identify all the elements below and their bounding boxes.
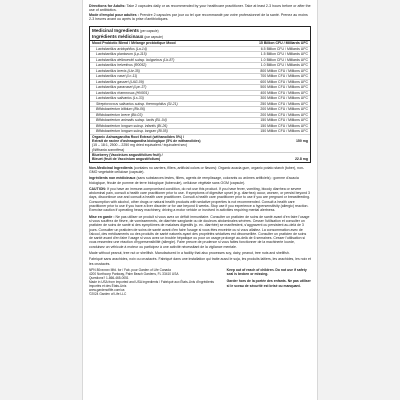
caution-en — [89, 187, 311, 213]
strain-value: 150 Million CFU / Millions UFC — [260, 129, 308, 134]
directions-fr — [89, 13, 311, 22]
allergen-en: Made without peanut, tree nut or shellfish. Manufactured in a facility that also processes soy, dairy, peanut, tree nuts and shellfish. — [89, 251, 290, 255]
strain-value: 1.0 Billion CFU / Milliards UFC — [260, 63, 308, 68]
ashwagandha-ratio: (15 – 18:1, 2500 – 2250 mg dried equivalent / équivalent sec) — [92, 143, 188, 148]
non-medicinal-en — [89, 166, 311, 175]
strain-name: Bifidobacterium animalis subsp. lactis (BL-04) — [96, 118, 167, 123]
directions-fr-text: Prendre 2 capsules par jour ou tel que recommandé par votre professionnel de la santé. Prenez au moins 2-3 heures avant ou après la prise d'antibiotiques. — [89, 13, 308, 22]
strain-value: 300 Million CFU / Millions UFC — [260, 96, 308, 101]
strain-value: 150 Million CFU / Millions UFC — [260, 118, 308, 123]
caution-en-text: If you have an immune-compromised condition, do not use this product. If you have fever, vomiting, bloody diarrhea or severe abdominal pain, consult a health care practitioner prior to use. If symptoms of digestive upset (e.g. diarrhea) occur, worsen, or persist beyond 3 days, discontinue use and consult a health care practitioner. Consult a health care practitioner prior to use if you are pregnant or breastfeeding. Consumption with alcohol, other drugs or natural health products with sedative properties is not recommended. Consult a health care practitioner prior to use if you have a liver disorder or for use beyond 6 weeks. Stop use if you experience a hypersensitivity (allergic) reaction. Exercise caution if operating heavy machinery, driving a motor vehicle or involved in activities requiring mental alertness. — [89, 186, 311, 213]
ashwagandha-value: 150 mg — [295, 139, 308, 144]
strain-value: 150 Million CFU / Millions UFC — [260, 123, 308, 128]
strain-name: Bifidobacterium longum subsp. infantis (Bi-26) — [96, 123, 168, 128]
blueberry-block — [90, 153, 310, 162]
company-line-5: www.gardenoflife.com/ca — [89, 287, 125, 292]
medicinal-header — [90, 27, 310, 42]
ashwagandha-name-fr: Extrait de racine d'ashwagandha biologique (5% de withanolides) — [92, 139, 201, 144]
storage-info — [227, 268, 311, 296]
strain-name: Lactobacillus salivarius (Ls-33) — [96, 96, 144, 101]
company-info — [89, 268, 218, 296]
blend-value: 15 Billion CFU / Milliards UFC — [258, 41, 308, 46]
medicinal-ingredients-table — [89, 26, 311, 163]
company-line-3: Questions? 1-866-465-0051 — [89, 275, 129, 280]
caution-fr-label: Mise en garde : — [89, 214, 115, 219]
strain-name: Bifidobacterium bifidum (Bb-06) — [96, 107, 146, 112]
directions-section — [89, 4, 311, 22]
blueberry-name-fr: Bleuet (fruit de Vaccinium angustifolium) — [92, 157, 161, 162]
allergen-fr: Fabriqué sans arachides, noix ou crustacés. Fabriqué dans une installation qui traite aussi le soja, les produits laitiers, les arachides, les noix et les crustacés. — [89, 257, 311, 266]
storage-fr: Garder hors de la portée des enfants. Ne pas utiliser si le sceau de sécurité est brisé ou manquant. — [226, 279, 311, 288]
strain-value: 6.5 Billion CFU / Milliards UFC — [260, 46, 308, 51]
strain-name: Lactobacillus delbrueckii subsp. bulgaricus (Lb-87) — [96, 57, 175, 62]
label-panel — [82, 0, 318, 400]
medicinal-title-en: Medicinal Ingredients — [92, 27, 139, 33]
strain-value: 700 Million CFU / Millions UFC — [260, 74, 308, 79]
non-medicinal-fr-label: Ingrédients non médicinaux — [89, 176, 136, 181]
strain-name: Streptococcus salivarius subsp. thermophilus (St-21) — [96, 101, 178, 106]
ashwagandha-name-en: Organic Ashwagandha Root Extract (withanolides 5%) / — [92, 134, 185, 139]
strain-name: Lactobacillus gasseri (LAG-09) — [96, 79, 144, 84]
strain-value: 250 Million CFU / Millions UFC — [260, 101, 308, 106]
medicinal-title-fr-sub: (par capsule) — [144, 34, 163, 39]
strain-name: Lactobacillus brevis (Lbr-35) — [96, 68, 140, 73]
medicinal-title-fr: Ingrédients médicinaux — [92, 33, 144, 39]
company-line-4: Made in USA from Imported and USA ingredients / Fabriqué aux États-Unis d'ingrédients importés et des États-Unis — [89, 279, 214, 288]
strain-name: Lactobacillus plantarum (Lp-115) — [96, 52, 147, 57]
blueberry-value: 22.8 mg — [294, 157, 308, 162]
caution-en-label: CAUTION: — [89, 186, 107, 191]
ashwagandha-latin: (Withania somnifera) — [92, 147, 125, 152]
strain-value: 1.0 Billion CFU / Milliards UFC — [260, 57, 308, 62]
blueberry-name-en: Blueberry (Vaccinium angustifolium fruit) / — [92, 153, 163, 158]
strain-value: 400 Million CFU / Millions UFC — [260, 90, 308, 95]
non-medicinal-fr-text: (sans substances lestes, fillers, agents de remplissage, colorants ou arômes artificiels) : gomme d'acacia biologique, fécule de pomme de terre biologique (tubercule), cellulose végétale sans OGM (capsule). — [89, 176, 299, 185]
footer — [89, 268, 311, 296]
strain-list — [90, 47, 310, 135]
strain-name: Lactobacillus rhamnosus (HN001) — [96, 90, 149, 95]
strain-value: 500 Million CFU / Millions UFC — [260, 85, 308, 90]
strain-name: Bifidobacterium longum subsp. longum (Bl-05) — [96, 129, 168, 134]
strain-name: Bifidobacterium breve (Bb-03) — [96, 112, 143, 117]
non-medicinal-en-label: Non-Medicinal Ingredients — [89, 165, 133, 170]
strain-name: Lactobacillus helveticus (R0052) — [96, 63, 147, 68]
non-medicinal-en-text: (contains no carriers, fillers, artificial colors or flavors): Organic acacia gum, organic potato starch (tuber), non-GMO vegetable cellulose (capsule). — [89, 165, 305, 174]
company-line-2: 4200 Northcorp Parkway, Palm Beach Gardens, FL 33410 USA — [89, 271, 179, 276]
strain-value: 200 Million CFU / Millions UFC — [260, 112, 308, 117]
blend-name: Mood Probiotic Blend / Mélange probiotique Mood — [92, 41, 176, 46]
company-line-1: NPN 80xxxxxx Mfd. for / Fab. pour Garden of Life Canada — [89, 267, 171, 272]
directions-en — [89, 4, 311, 13]
strain-value: 200 Million CFU / Millions UFC — [260, 107, 308, 112]
caution-fr — [89, 215, 311, 249]
strain-name: Lactobacillus acidophilus (La-14) — [96, 46, 147, 51]
directions-en-text: Take 2 capsules daily or as recommended by your healthcare practitioner. Take at least 2-3 hours before or after the use of antibiotics. — [89, 4, 311, 13]
ashwagandha-block — [90, 135, 310, 153]
strain-name: Lactobacillus paracasei (Lpc-37) — [96, 85, 147, 90]
strain-name: Lactobacillus casei (Lc-11) — [96, 74, 138, 79]
directions-fr-label: Mode d'emploi pour adultes : — [89, 13, 139, 18]
strain-value: 600 Million CFU / Millions UFC — [260, 79, 308, 84]
non-medicinal-fr — [89, 176, 311, 185]
storage-en: Keep out of reach of children. Do not use if safety seal is broken or missing. — [226, 267, 307, 277]
caution-fr-text: Ne pas utiliser ce produit si vous avez un déficit immunitaire. Consulter un praticien de soins de santé avant d'en faire l'usage si vous souffrez de fièvre, de vomissements, de diarrhée sanglante ou de douleurs abdominales sévères. Cesser l'utilisation et consulter un praticien de soins de santé si des symptômes de malaises digestifs (p. ex. diarrhée) se manifestent, s'aggravent ou persistent au-delà de 3 jours. Consulter un praticien de soins de santé avant d'en faire l'usage si vous êtes enceinte ou si vous allaitez. La consommation avec de l'alcool, des médicaments ou des produits de santé naturels ayant des propriétés sédatives est déconseillée. Consulter un praticien de soins de santé avant d'en faire l'usage si vous avez un trouble hépatique ou pour un usage prolongé au-delà de 6 semaines. Cesser l'utilisation si vous ressentez une réaction d'hypersensibilité (allergie). Faire preuve de prudence si vous faites fonctionner de la machinerie lourde, conduisez un véhicule à moteur ou participez à une activité nécessitant de la vigilance mentale. — [89, 214, 310, 249]
strain-value: 1.5 Billion CFU / Milliards UFC — [260, 52, 308, 57]
directions-en-label: Directions for Adults: — [89, 4, 126, 8]
strain-value: 800 Million CFU / Millions UFC — [260, 68, 308, 73]
company-line-6: ©2024 Garden of Life LLC — [89, 291, 127, 296]
medicinal-title-en-sub: (per capsule) — [139, 28, 159, 33]
